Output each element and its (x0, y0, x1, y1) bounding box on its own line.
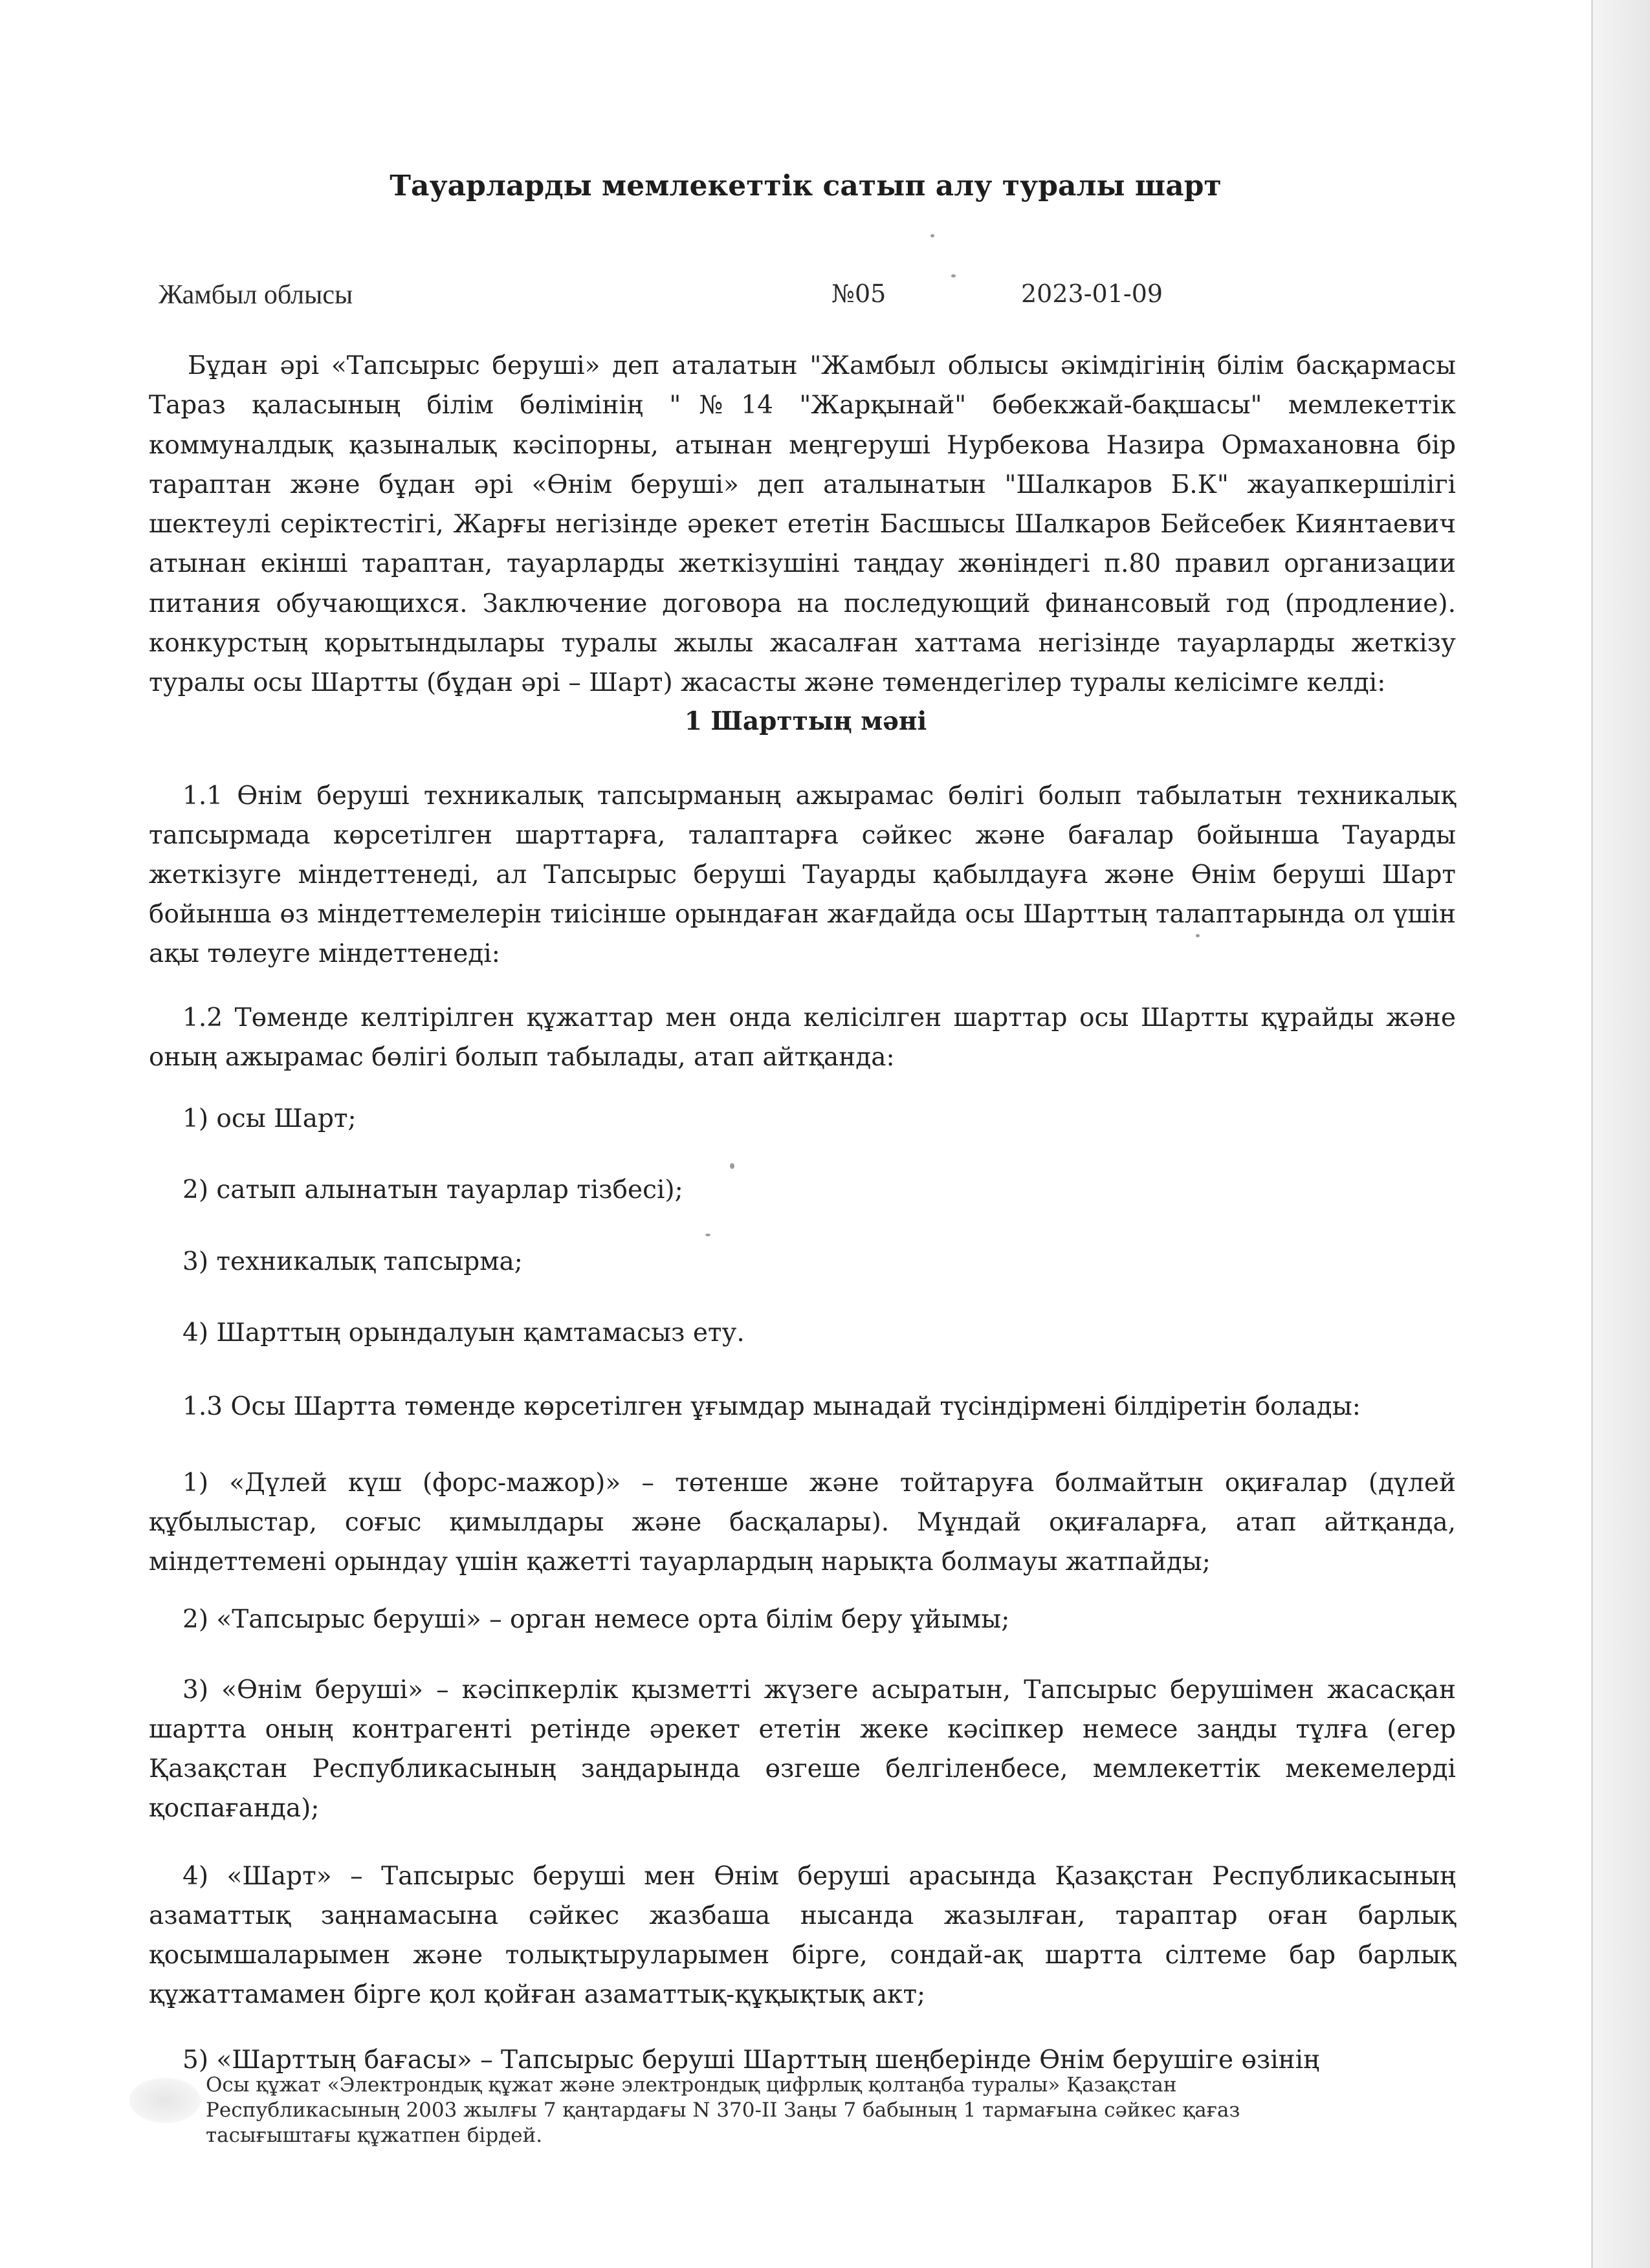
contract-date: 2023-01-09 (1021, 279, 1163, 308)
list-item: 2) сатып алынатын тауарлар тізбесі); (182, 1175, 683, 1205)
contract-number: №05 (831, 279, 886, 308)
intro-paragraph: Бұдан әрі «Тапсырыс беруші» деп аталатын "Жамбыл облысы әкімдігінің білім басқармасы Тараз қаласының білім бөлімінің "№14 "Жарқынай" бөбекжай-бақшасы" мемлекеттік коммуналдық қазыналық кәсіпорны, атынан меңгеруші Нурбекова Назира Ормахановна бір тараптан және бұдан әрі «Өнім беруші» деп аталынатын "Шалкаров Б.К" жауапкершілігі шектеулі серіктестігі, Жарғы негізінде әрекет ететін Басшысы Шалкаров Бейсебек Киянтаевич атынан екінші тараптан, тауарларды жеткізушіні таңдау жөніндегі п.80 правил организации питания обучающихся. Заключение договора на последующий финансовый год (продление). конкурстың қорытындылары туралы жылы жасалған хаттама негізінде тауарларды жеткізу туралы осы Шартты (бұдан әрі – Шарт) жасасты және төмендегілер туралы келісімге келді: (149, 351, 1456, 698)
scan-speck (730, 1163, 734, 1169)
definition-item: 4) «Шарт» – Тапсырыс беруші мен Өнім беруші арасында Қазақстан Республикасының азаматтық заңнамасына сәйкес жазбаша нысанда жазылған, тараптар оған барлық қосымшаларымен және толықтыруларымен бірге, сондай-ақ шартта сілтеме бар барлық құжаттамамен бірге қол қойған азаматтық-құқықтық акт; (149, 1862, 1456, 2009)
scan-speck (1196, 934, 1200, 937)
list-item: 1) осы Шарт; (182, 1104, 357, 1133)
scan-speck (951, 274, 956, 278)
definition-item: 5) «Шарттың бағасы» – Тапсырыс беруші Шарттың шеңберінде Өнім берушіге өзінің (182, 2045, 1320, 2075)
definition-item: 3) «Өнім беруші» – кәсіпкерлік қызметті жүзеге асыратын, Тапсырыс берушімен жасасқан шартта оның контрагенті ретінде әрекет ететін жеке кәсіпкер немесе заңды тұлға (егер Қазақстан Республикасының заңдарында өзгеше белгіленбесе, мемлекеттік мекемелерді қоспағанда); (149, 1675, 1456, 1823)
paragraph-1-1: 1.1 Өнім беруші техникалық тапсырманың ажырамас бөлігі болып табылатын техникалық тапсырмада көрсетілген шарттарға, талаптарға сәйкес және бағалар бойынша Тауарды жеткізуге міндеттенеді, ал Тапсырыс беруші Тауарды қабылдауға және Өнім беруші Шарт бойынша өз міндеттемелерін тиісінше орындаған жағдайда осы Шарттың талаптарында ол үшін ақы төлеуге міндеттенеді: (149, 781, 1456, 968)
scan-speck (930, 234, 934, 237)
footer-note: Осы құжат «Электрондық құжат және электрондық цифрлық қолтаңба туралы» Қазақстан Республикасының 2003 жылғы 7 қаңтардағы N 370-II Заңы 7 бабының 1 тармағына сәйкес қағаз тасығыштағы құжатпен бірдей. (206, 2073, 1240, 2147)
definition-item: 1) «Дүлей күш (форс-мажор)» – төтенше және тойтаруға болмайтын оқиғалар (дүлей құбылыстар, соғыс қимылдары және басқалары). Мұндай оқиғаларға, атап айтқанда, міндеттемені орындау үшін қажетті тауарлардың нарықта болмауы жатпайды; (149, 1468, 1456, 1576)
scan-edge-line (1591, 0, 1593, 2268)
definition-item: 2) «Тапсырыс беруші» – орган немесе орта білім беру ұйымы; (182, 1605, 1010, 1634)
list-item: 4) Шарттың орындалуын қамтамасыз ету. (182, 1318, 745, 1347)
paragraph-1-3: 1.3 Осы Шартта төменде көрсетілген ұғымдар мынадай түсіндірмені білдіретін болады: (182, 1392, 1361, 1421)
section-heading: 1 Шарттың мәні (684, 706, 927, 736)
scan-speck (705, 1234, 710, 1236)
document-title: Тауарларды мемлекеттік сатып алу туралы шарт (390, 169, 1222, 202)
scan-page-edge (1592, 0, 1650, 2268)
region-label: Жамбыл облысы (159, 280, 353, 310)
paragraph-1-2: 1.2 Төменде келтірілген құжаттар мен онда келісілген шарттар осы Шартты құрайды және оның ажырамас бөлігі болып табылады, атап айтқанда: (149, 1003, 1456, 1072)
seal-mark (129, 2078, 201, 2123)
list-item: 3) техникалық тапсырма; (182, 1247, 523, 1276)
